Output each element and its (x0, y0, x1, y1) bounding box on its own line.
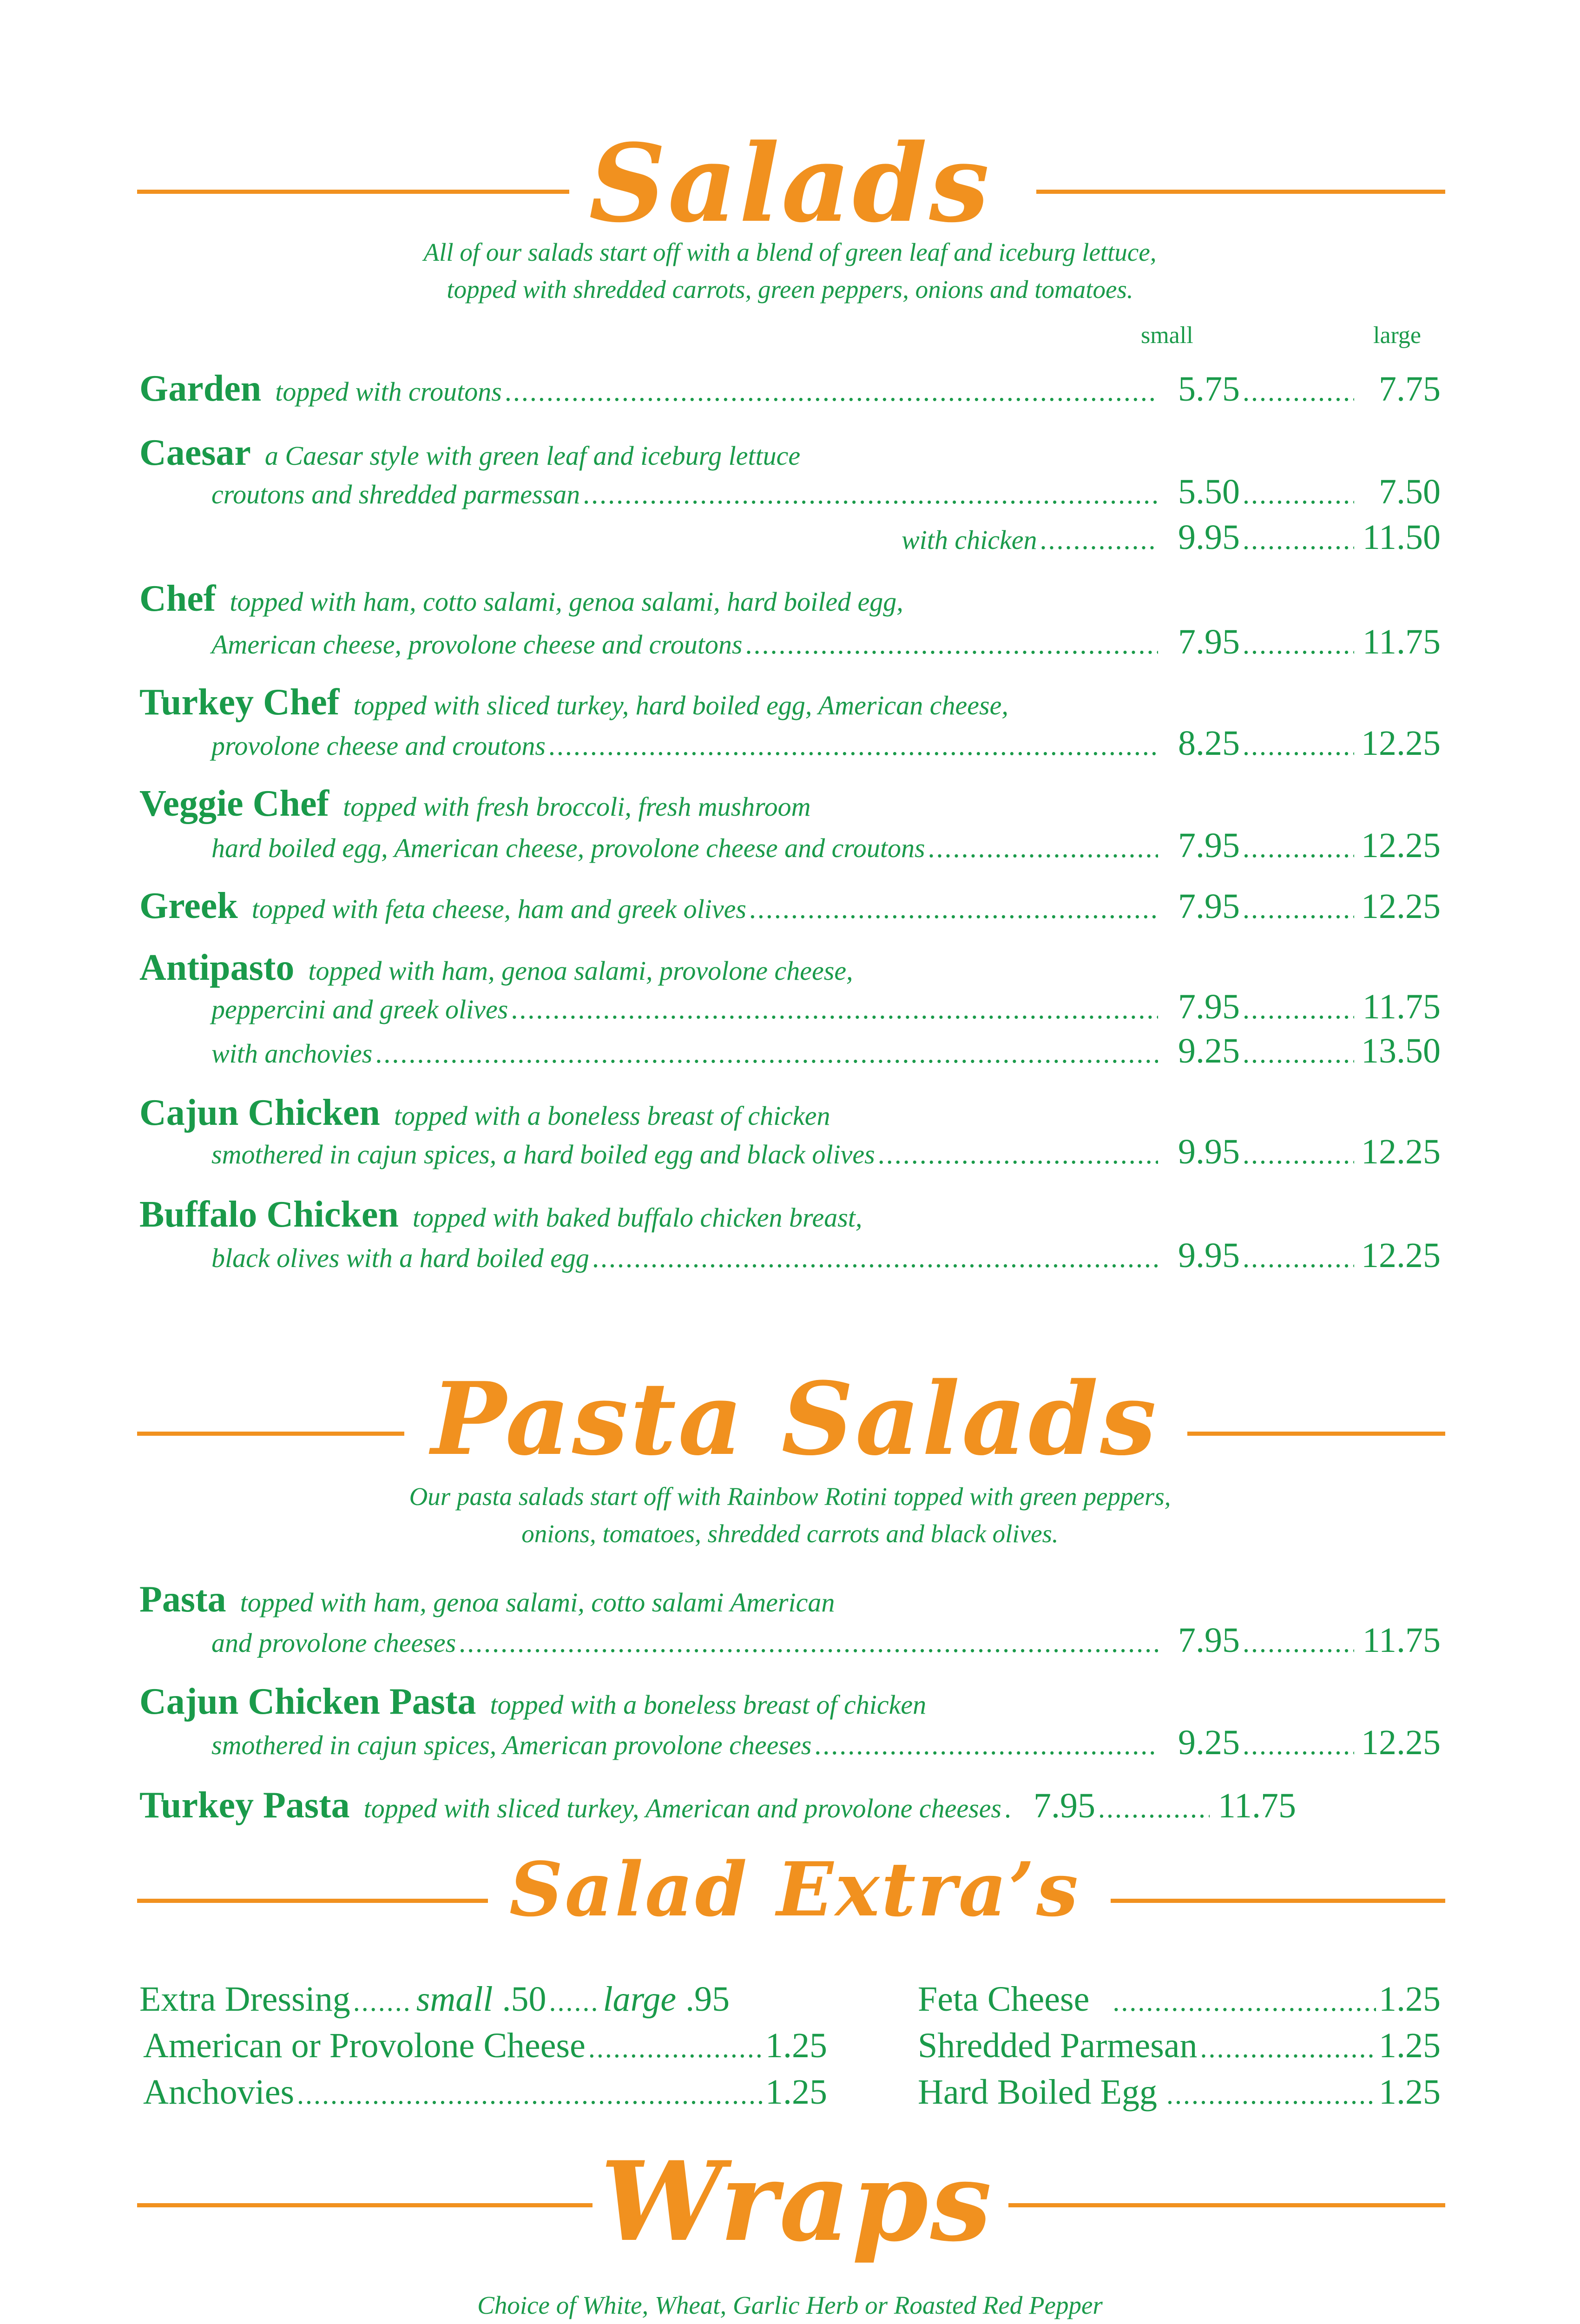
price-small: 7.95 (1178, 987, 1240, 1026)
dot-leader (1098, 1787, 1210, 1829)
item-name: Pasta (139, 1579, 226, 1620)
item-desc: topped with ham, genoa salami, cotto salami American (240, 1587, 835, 1618)
price-small: 9.25 (1178, 1723, 1240, 1762)
item-name: Cajun Chicken (139, 1092, 380, 1133)
extra-price: 1.25 (1379, 2073, 1441, 2112)
pasta-intro-1: Our pasta salads start off with Rainbow Rotini topped with green peppers, (409, 1482, 1171, 1511)
item-desc: croutons and shredded parmessan (211, 479, 580, 509)
pasta-rule-left (137, 1432, 404, 1436)
pasta-cajun-chicken-line2 (211, 1721, 1441, 1767)
dot-leader (1243, 1133, 1354, 1175)
extra-price: 1.25 (765, 2026, 827, 2065)
item-name: Turkey Chef (139, 682, 340, 723)
item-name: Chef (139, 578, 216, 619)
dot-leader (1243, 518, 1354, 561)
extra-small-label: small (416, 1980, 493, 2019)
extra-price: 1.25 (1379, 2026, 1441, 2065)
dot-leader (548, 724, 1158, 767)
dot-leader (511, 988, 1158, 1030)
salad-veggie-chef (139, 782, 1441, 828)
wraps-rule-right (1008, 2203, 1445, 2207)
pasta-rule-right (1187, 1432, 1445, 1436)
price-large: 12.25 (1361, 724, 1441, 763)
extra-small-price: .50 (502, 1980, 546, 2019)
price-small: 7.95 (1034, 1786, 1096, 1825)
price-small: 7.95 (1178, 826, 1240, 865)
dot-leader (1243, 988, 1354, 1030)
price-large: 7.75 (1379, 370, 1441, 409)
item-desc: topped with fresh broccoli, fresh mushroom (343, 792, 811, 822)
dot-leader (459, 1621, 1158, 1664)
salads-rule-right (1036, 190, 1445, 194)
dot-leader (1243, 724, 1354, 767)
extra-label: American or Provolone Cheese (143, 2026, 586, 2065)
item-desc: topped with ham, cotto salami, genoa salami, hard boiled egg, (230, 587, 903, 617)
salad-buffalo-chicken-line2 (211, 1234, 1441, 1280)
price-large: 13.50 (1361, 1031, 1441, 1070)
extra-dressing (139, 1978, 827, 2023)
salad-chef-line2 (211, 621, 1441, 666)
dot-leader (928, 826, 1158, 869)
price-small: 9.95 (1178, 1132, 1240, 1171)
dot-leader (749, 887, 1158, 930)
pasta-intro-2: onions, tomatoes, shredded carrots and black olives. (521, 1519, 1059, 1548)
wraps-rule-left (137, 2203, 592, 2207)
item-desc: with chicken (902, 525, 1037, 555)
price-large: 11.50 (1362, 518, 1441, 557)
item-desc: topped with sliced turkey, American and provolone cheeses (363, 1793, 1002, 1823)
item-name: Caesar (139, 432, 251, 473)
price-large: 7.50 (1379, 472, 1441, 511)
extra-label: Feta Cheese (918, 1980, 1090, 2019)
pasta-pasta-line2 (211, 1619, 1441, 1664)
col-small-label: small (1141, 322, 1193, 349)
extra-price: 1.25 (1379, 1980, 1441, 2019)
pasta-cajun-chicken (139, 1680, 1441, 1726)
extra-label: Anchovies (143, 2073, 295, 2112)
salad-turkey-chef-line2 (211, 722, 1441, 767)
price-small: 5.50 (1178, 472, 1240, 511)
salad-extras-title: Salad Extra’s (509, 1846, 1080, 1933)
dot-leader (353, 1980, 409, 2023)
salad-antipasto-line2 (211, 985, 1441, 1031)
dot-leader (878, 1133, 1158, 1175)
dot-leader (297, 2073, 763, 2116)
price-small: 7.95 (1178, 887, 1240, 926)
price-small: 9.95 (1178, 518, 1240, 557)
item-name: Veggie Chef (139, 783, 329, 824)
dot-leader (1004, 1787, 1014, 1829)
dot-leader (1243, 473, 1354, 515)
extra-feta (918, 1978, 1441, 2023)
dot-leader (505, 370, 1158, 413)
price-large: 12.25 (1361, 1236, 1441, 1275)
dot-leader (1243, 370, 1354, 413)
item-desc: topped with feta cheese, ham and greek olives (251, 894, 746, 924)
price-large: 11.75 (1218, 1786, 1297, 1825)
dot-leader (1243, 826, 1354, 869)
item-desc: peppercini and greek olives (211, 994, 508, 1024)
salads-rule-left (137, 190, 569, 194)
dot-leader (1243, 1236, 1354, 1279)
extra-label: Extra Dressing (139, 1980, 350, 2019)
item-name: Buffalo Chicken (139, 1194, 399, 1235)
item-name: Turkey Pasta (139, 1785, 350, 1826)
dot-leader (549, 1980, 600, 2023)
item-desc: smothered in cajun spices, American provolone cheeses (211, 1730, 812, 1760)
pasta-turkey (139, 1784, 1441, 1830)
dot-leader (592, 1236, 1158, 1279)
salads-title: Salads (589, 121, 991, 246)
item-desc: smothered in cajun spices, a hard boiled egg and black olives (211, 1139, 875, 1169)
dot-leader (375, 1032, 1158, 1075)
item-desc: topped with baked buffalo chicken breast, (412, 1202, 862, 1233)
extras-rule-left (137, 1899, 488, 1903)
dot-leader (1040, 518, 1158, 561)
salad-buffalo-chicken (139, 1193, 1441, 1239)
item-desc: hard boiled egg, American cheese, provolone cheese and croutons (211, 833, 925, 863)
price-large: 11.75 (1362, 987, 1441, 1026)
dot-leader (814, 1723, 1158, 1766)
salad-cajun-chicken-line2 (211, 1130, 1441, 1176)
extra-anchovies (143, 2071, 827, 2116)
salad-turkey-chef (139, 681, 1441, 727)
price-large: 12.25 (1361, 826, 1441, 865)
item-desc: and provolone cheeses (211, 1628, 456, 1658)
salad-chef (139, 577, 1441, 623)
price-small: 5.75 (1178, 370, 1240, 409)
dot-leader (745, 623, 1158, 666)
price-large: 11.75 (1362, 622, 1441, 661)
wraps-intro: Choice of White, Wheat, Garlic Herb or Roasted Red Pepper (477, 2291, 1103, 2319)
salad-veggie-chef-line2 (211, 824, 1441, 870)
extra-large-label: large (603, 1980, 677, 2019)
price-small: 7.95 (1178, 1621, 1240, 1660)
extra-parmesan (918, 2024, 1441, 2069)
dot-leader (588, 2027, 763, 2069)
extras-rule-right (1111, 1899, 1445, 1903)
extra-egg (918, 2071, 1441, 2116)
item-desc: with anchovies (211, 1038, 373, 1069)
col-large-label: large (1373, 322, 1421, 349)
salad-caesar-chicken (902, 516, 1441, 561)
dot-leader (1243, 1723, 1354, 1766)
pasta-salads-title: Pasta Salads (431, 1360, 1159, 1478)
dot-leader (1243, 887, 1354, 930)
wraps-title: Wraps (600, 2138, 994, 2266)
dot-leader (1166, 2073, 1376, 2116)
dot-leader (1243, 623, 1354, 666)
item-desc: a Caesar style with green leaf and iceburg lettuce (264, 441, 801, 471)
salad-antipasto-anchovies (211, 1030, 1441, 1075)
salad-caesar-line2 (211, 470, 1441, 516)
item-desc: topped with ham, genoa salami, provolone cheese, (308, 956, 853, 986)
extra-label: Hard Boiled Egg (918, 2073, 1158, 2112)
item-desc: topped with croutons (275, 376, 502, 407)
salad-greek (139, 885, 1441, 931)
item-name: Greek (139, 885, 238, 926)
price-large: 12.25 (1361, 887, 1441, 926)
dot-leader (1243, 1621, 1354, 1664)
price-small: 9.25 (1178, 1031, 1240, 1070)
item-desc: topped with a boneless breast of chicken (490, 1690, 927, 1720)
item-desc: American cheese, provolone cheese and croutons (211, 629, 743, 660)
price-large: 12.25 (1361, 1132, 1441, 1171)
item-desc: topped with sliced turkey, hard boiled egg, American cheese, (353, 690, 1008, 720)
extra-large-price: .95 (685, 1980, 730, 2019)
salads-intro-1: All of our salads start off with a blend of green leaf and iceburg lettuce, (423, 238, 1157, 266)
item-desc: black olives with a hard boiled egg (211, 1243, 589, 1273)
price-small: 7.95 (1178, 622, 1240, 661)
extra-label: Shredded Parmesan (918, 2026, 1198, 2065)
item-name: Garden (139, 368, 262, 409)
dot-leader (1243, 1032, 1354, 1075)
item-name: Antipasto (139, 947, 295, 988)
salads-intro-2: topped with shredded carrots, green peppers, onions and tomatoes. (447, 275, 1133, 304)
salad-garden (139, 367, 1441, 413)
pasta-pasta (139, 1578, 1441, 1624)
item-desc: topped with a boneless breast of chicken (394, 1101, 830, 1131)
extra-price: 1.25 (765, 2073, 827, 2112)
dot-leader (1113, 1980, 1376, 2023)
dot-leader (583, 473, 1158, 515)
item-desc: provolone cheese and croutons (211, 731, 546, 761)
price-small: 8.25 (1178, 724, 1240, 763)
extra-american-provolone (143, 2024, 827, 2069)
item-name: Cajun Chicken Pasta (139, 1681, 476, 1722)
price-large: 11.75 (1362, 1621, 1441, 1660)
price-small: 9.95 (1178, 1236, 1240, 1275)
dot-leader (1200, 2027, 1376, 2069)
price-large: 12.25 (1361, 1723, 1441, 1762)
